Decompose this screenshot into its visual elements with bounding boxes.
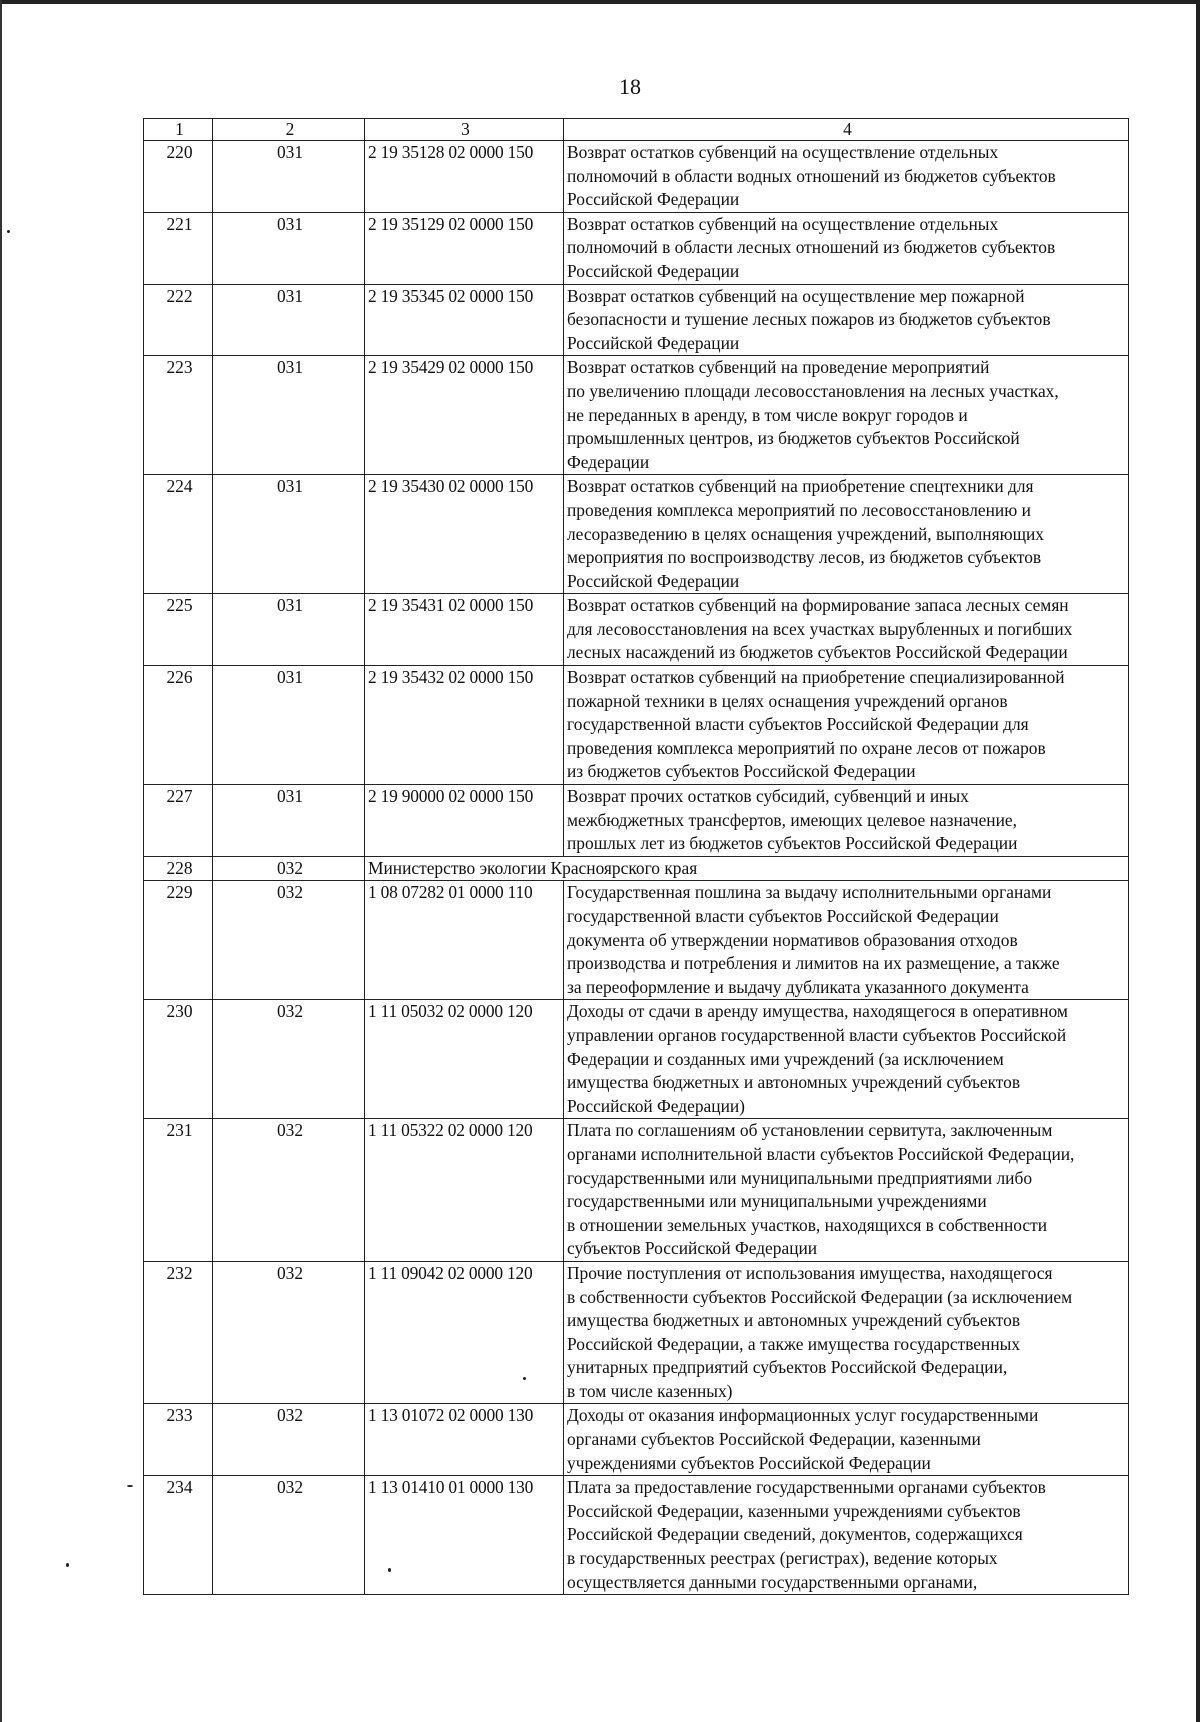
administrator-code: 031	[213, 284, 365, 356]
scan-border-right	[1196, 0, 1200, 1722]
description-line: Прочие поступления от использования имущества, находящегося	[567, 1262, 1053, 1283]
description-line: Российской Федерации	[567, 189, 740, 210]
table-row	[144, 785, 1129, 857]
budget-classification-code: 2 19 35128 02 0000 150	[365, 141, 564, 213]
description-line: Российской Федерации	[567, 260, 740, 281]
row-number: 230	[144, 1000, 213, 1119]
column-header: 3	[365, 119, 564, 141]
administrator-code: 032	[213, 881, 365, 1000]
budget-classification-code: 1 13 01410 01 0000 130	[365, 1476, 564, 1595]
table-row	[144, 881, 1129, 1000]
description-line: государственными или муниципальными учреждениями	[567, 1191, 987, 1212]
table-row	[144, 284, 1129, 356]
description-line: Возврат остатков субвенций на осуществление мер пожарной	[567, 285, 1025, 306]
administrator-code: 031	[213, 141, 365, 213]
administrator-code: 032	[213, 1476, 365, 1595]
description-line: имущества бюджетных и автономных учреждений субъектов	[567, 1072, 1021, 1093]
budget-classification-code: 1 08 07282 01 0000 110	[365, 881, 564, 1000]
table-row	[144, 1261, 1129, 1404]
table-row	[144, 1000, 1129, 1119]
row-number: 221	[144, 212, 213, 284]
administrator-code: 031	[213, 212, 365, 284]
description-line: Российской Федерации	[567, 570, 740, 591]
table-row	[144, 666, 1129, 785]
description-line: Возврат остатков субвенций на приобретение спецтехники для	[567, 476, 1034, 497]
description-line: в собственности субъектов Российской Федерации (за исключением	[567, 1286, 1073, 1307]
description-line: Доходы от сдачи в аренду имущества, находящегося в оперативном	[567, 1001, 1068, 1022]
administrator-code: 031	[213, 594, 365, 666]
scan-speck	[127, 1485, 133, 1487]
administrator-code: 032	[213, 1000, 365, 1119]
description-line: не переданных в аренду, в том числе вокруг городов и	[567, 404, 968, 425]
description-line: пожарной техники в целях оснащения учреждений органов	[567, 690, 1008, 711]
description-line: Плата за предоставление государственными органами субъектов	[567, 1477, 1046, 1498]
description-line: Российской Федерации, казенными учреждениями субъектов	[567, 1500, 1021, 1521]
row-number: 231	[144, 1119, 213, 1262]
revenue-description	[564, 1261, 1129, 1404]
description-line: Российской Федерации сведений, документов, содержащихся	[567, 1524, 1023, 1545]
scan-border-top	[0, 0, 1200, 4]
administrator-code: 032	[213, 1119, 365, 1262]
budget-classification-code: 2 19 35430 02 0000 150	[365, 475, 564, 594]
table-row	[144, 356, 1129, 475]
description-line: Российской Федерации	[567, 332, 740, 353]
page-number: 18	[619, 74, 641, 99]
row-number: 229	[144, 881, 213, 1000]
budget-classification-code: 2 19 90000 02 0000 150	[365, 785, 564, 857]
revenue-description	[564, 594, 1129, 666]
description-line: в том числе казенных)	[567, 1380, 733, 1401]
administrator-code: 031	[213, 356, 365, 475]
row-number: 228	[144, 856, 213, 881]
table-row	[144, 856, 1129, 881]
row-number: 226	[144, 666, 213, 785]
row-number: 227	[144, 785, 213, 857]
description-line: государственной власти субъектов Российской Федерации	[567, 906, 999, 926]
description-line: в государственных реестрах (регистрах), ведение которых	[567, 1548, 998, 1569]
description-line: Российской Федерации, а также имущества государственных	[567, 1333, 1021, 1354]
revenue-description	[564, 1404, 1129, 1476]
revenue-description	[564, 1476, 1129, 1595]
description-line: Федерации	[567, 451, 650, 472]
revenue-description	[564, 141, 1129, 213]
table-row	[144, 1404, 1129, 1476]
table-row	[144, 1476, 1129, 1595]
description-line: государственной власти субъектов Российской Федерации для	[567, 714, 1029, 735]
administrator-code: 032	[213, 856, 365, 881]
budget-classification-code: 2 19 35432 02 0000 150	[365, 666, 564, 785]
column-header: 1	[144, 119, 213, 141]
description-line: Возврат остатков субвенций на формирование запаса лесных семян	[567, 595, 1069, 616]
revenue-description	[564, 284, 1129, 356]
description-line: прошлых лет из бюджетов субъектов Российской Федерации	[567, 833, 1018, 854]
description-line: мероприятия по воспроизводству лесов, из бюджетов субъектов	[567, 547, 1042, 568]
administrator-code: 031	[213, 785, 365, 857]
scan-speck	[523, 1377, 526, 1380]
budget-classification-code: 1 11 05032 02 0000 120	[365, 1000, 564, 1119]
description-line: проведения комплекса мероприятий по лесовосстановлению и	[567, 499, 1031, 520]
description-line: проведения комплекса мероприятий по охране лесов от пожаров	[567, 737, 1046, 758]
description-line: субъектов Российской Федерации	[567, 1238, 818, 1259]
description-line: полномочий в области лесных отношений из бюджетов субъектов	[567, 237, 1056, 258]
ministry-name: Министерство экологии Красноярского края	[365, 856, 1129, 881]
description-line: производства и потребления и лимитов на их размещение, а также	[567, 953, 1060, 974]
scan-speck	[7, 230, 10, 233]
revenue-description	[564, 212, 1129, 284]
description-line: государственными или муниципальными предприятиями либо	[567, 1167, 1033, 1188]
table-body	[144, 141, 1129, 1595]
description-line: Возврат прочих остатков субсидий, субвенций и иных	[567, 786, 969, 807]
row-number: 225	[144, 594, 213, 666]
revenue-codes-table	[143, 118, 1129, 1595]
row-number: 232	[144, 1261, 213, 1404]
revenue-description	[564, 881, 1129, 1000]
description-line: промышленных центров, из бюджетов субъектов Российской	[567, 428, 1020, 449]
description-line: Возврат остатков субвенций на приобретение специализированной	[567, 667, 1065, 688]
description-line: Плата по соглашениям об установлении сервитута, заключенным	[567, 1120, 1053, 1141]
description-line: межбюджетных трансфертов, имеющих целевое назначение,	[567, 809, 1017, 830]
revenue-description	[564, 1119, 1129, 1262]
table-row	[144, 141, 1129, 213]
description-line: Возврат остатков субвенций на осуществление отдельных	[567, 213, 999, 234]
budget-classification-code: 1 13 01072 02 0000 130	[365, 1404, 564, 1476]
description-line: в отношении земельных участков, находящихся в собственности	[567, 1214, 1047, 1235]
scan-border-left	[0, 0, 2, 1722]
description-line: для лесовосстановления на всех участках вырубленных и погибших	[567, 618, 1073, 639]
administrator-code: 031	[213, 475, 365, 594]
description-line: лесоразведению в целях оснащения учреждений, выполняющих	[567, 523, 1044, 544]
description-line: документа об утверждении нормативов образования отходов	[567, 929, 1018, 950]
revenue-description	[564, 666, 1129, 785]
description-line: имущества бюджетных и автономных учреждений субъектов	[567, 1310, 1021, 1331]
scan-speck	[388, 1568, 391, 1572]
description-line: Возврат остатков субвенций на осуществление отдельных	[567, 142, 999, 162]
description-line: полномочий в области водных отношений из бюджетов субъектов	[567, 165, 1056, 186]
scan-speck	[66, 1563, 69, 1567]
table-row	[144, 594, 1129, 666]
table-header-row	[144, 119, 1129, 141]
budget-classification-code: 1 11 09042 02 0000 120	[365, 1261, 564, 1404]
budget-classification-code: 1 11 05322 02 0000 120	[365, 1119, 564, 1262]
description-line: осуществляется данными государственными органами,	[567, 1571, 978, 1592]
row-number: 234	[144, 1476, 213, 1595]
table-row	[144, 475, 1129, 594]
description-line: унитарных предприятий субъектов Российской Федерации,	[567, 1357, 1008, 1378]
description-line: безопасности и тушение лесных пожаров из бюджетов субъектов	[567, 309, 1051, 330]
table-row	[144, 1119, 1129, 1262]
budget-classification-code: 2 19 35429 02 0000 150	[365, 356, 564, 475]
revenue-description	[564, 475, 1129, 594]
table-row	[144, 212, 1129, 284]
description-line: органами субъектов Российской Федерации, казенными	[567, 1429, 981, 1450]
administrator-code: 032	[213, 1404, 365, 1476]
description-line: из бюджетов субъектов Российской Федерации	[567, 761, 916, 782]
description-line: за переоформление и выдачу дубликата указанного документа	[567, 976, 1029, 997]
administrator-code: 032	[213, 1261, 365, 1404]
revenue-description	[564, 1000, 1129, 1119]
description-line: органами исполнительной власти субъектов Российской Федерации,	[567, 1143, 1075, 1164]
row-number: 220	[144, 141, 213, 213]
description-line: Возврат остатков субвенций на проведение мероприятий	[567, 357, 990, 378]
column-header: 4	[564, 119, 1129, 141]
description-line: лесных насаждений из бюджетов субъектов Российской Федерации	[567, 642, 1068, 663]
budget-classification-code: 2 19 35345 02 0000 150	[365, 284, 564, 356]
description-line: учреждениями субъектов Российской Федерации	[567, 1452, 931, 1473]
description-line: Государственная пошлина за выдачу исполнительными органами	[567, 882, 1052, 903]
column-header: 2	[213, 119, 365, 141]
description-line: Российской Федерации)	[567, 1095, 745, 1116]
row-number: 223	[144, 356, 213, 475]
row-number: 222	[144, 284, 213, 356]
budget-classification-code: 2 19 35129 02 0000 150	[365, 212, 564, 284]
administrator-code: 031	[213, 666, 365, 785]
description-line: Доходы от оказания информационных услуг государственными	[567, 1405, 1039, 1426]
row-number: 233	[144, 1404, 213, 1476]
revenue-description	[564, 356, 1129, 475]
budget-classification-code: 2 19 35431 02 0000 150	[365, 594, 564, 666]
revenue-description	[564, 785, 1129, 857]
description-line: управлении органов государственной власти субъектов Российской	[567, 1024, 1067, 1045]
description-line: Федерации и созданных ими учреждений (за исключением	[567, 1048, 1004, 1069]
description-line: по увеличению площади лесовосстановления на лесных участках,	[567, 380, 1059, 401]
row-number: 224	[144, 475, 213, 594]
